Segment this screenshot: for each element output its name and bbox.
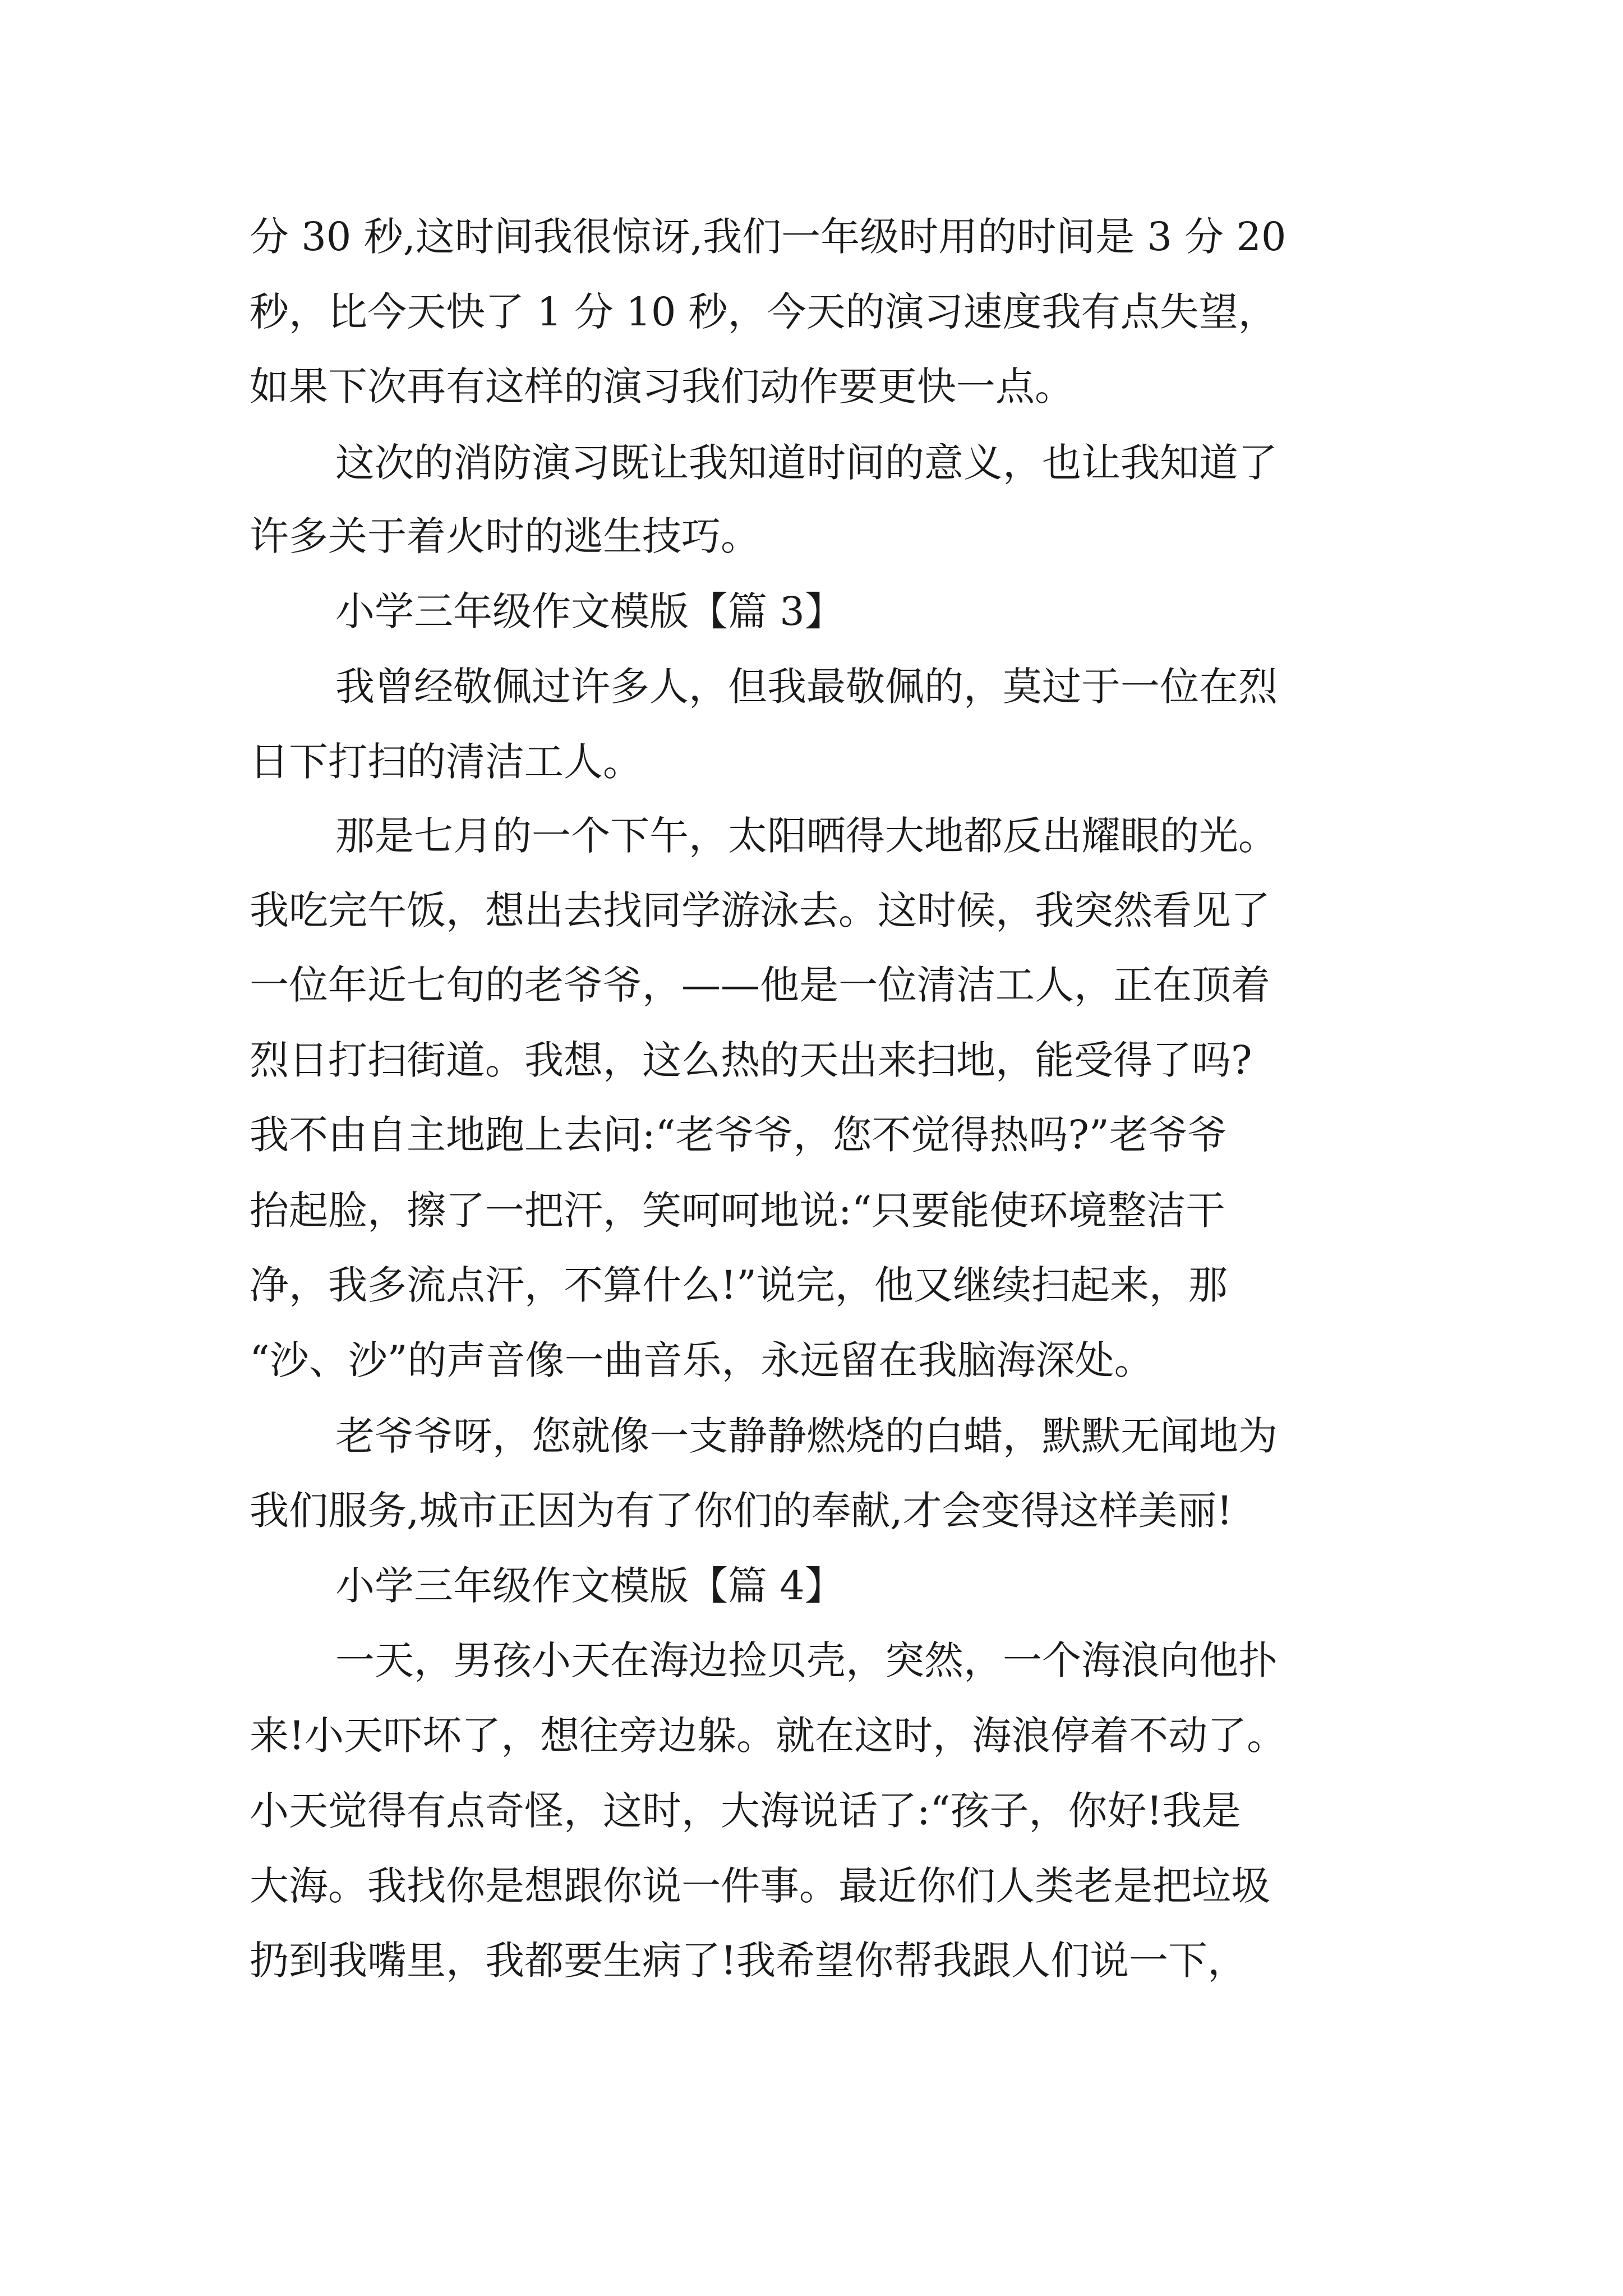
section-heading: 小学三年级作文模版【篇 3】	[335, 588, 844, 634]
text-line: 这次的消防演习既让我知道时间的意义，也让我知道了	[335, 440, 1278, 486]
text-line: 秒，比今天快了 1 分 10 秒，今天的演习速度我有点失望，	[250, 289, 1278, 335]
text-line: 分 30 秒,这时间我很惊讶,我们一年级时用的时间是 3 分 20	[250, 214, 1287, 260]
text-line: 烈日打扫街道。我想，这么热的天出来扫地，能受得了吗?	[250, 1037, 1252, 1083]
text-line: 我吃完午饭，想出去找同学游泳去。这时候，我突然看见了	[250, 887, 1270, 933]
text-line: 我曾经敬佩过许多人，但我最敬佩的，莫过于一位在烈	[335, 664, 1278, 710]
text-line: 小天觉得有点奇怪，这时，大海说话了:“孩子，你好!我是	[250, 1788, 1241, 1834]
text-line: 净，我多流点汗，不算什么!”说完，他又继续扫起来，那	[250, 1262, 1228, 1308]
text-line: 扔到我嘴里，我都要生病了!我希望你帮我跟人们说一下，	[250, 1938, 1247, 1984]
text-line: 一天，男孩小天在海边捡贝壳，突然，一个海浪向他扑	[335, 1637, 1278, 1683]
text-line: 那是七月的一个下午，太阳晒得大地都反出耀眼的光。	[335, 813, 1278, 859]
text-line: 我们服务,城市正因为有了你们的奉献,才会变得这样美丽!	[250, 1488, 1233, 1534]
text-line: 来!小天吓坏了，想往旁边躲。就在这时，海浪停着不动了。	[250, 1713, 1287, 1759]
text-line: 许多关于着火时的逃生技巧。	[250, 513, 760, 559]
text-line: 日下打扫的清洁工人。	[250, 739, 642, 785]
section-heading: 小学三年级作文模版【篇 4】	[335, 1563, 844, 1609]
text-line: 如果下次再有这样的演习我们动作要更快一点。	[250, 364, 1074, 409]
text-line: 一位年近七旬的老爷爷，——他是一位清洁工人，正在顶着	[250, 962, 1270, 1008]
text-line: “沙、沙”的声音像一曲音乐，永远留在我脑海深处。	[250, 1337, 1154, 1383]
text-line: 老爷爷呀，您就像一支静静燃烧的白蜡，默默无闻地为	[335, 1413, 1278, 1459]
text-line: 大海。我找你是想跟你说一件事。最近你们人类老是把垃圾	[250, 1863, 1270, 1909]
text-line: 抬起脸，擦了一把汗，笑呵呵地说:“只要能使环境整洁干	[250, 1188, 1225, 1234]
text-line: 我不由自主地跑上去问:“老爷爷，您不觉得热吗?”老爷爷	[250, 1112, 1227, 1158]
